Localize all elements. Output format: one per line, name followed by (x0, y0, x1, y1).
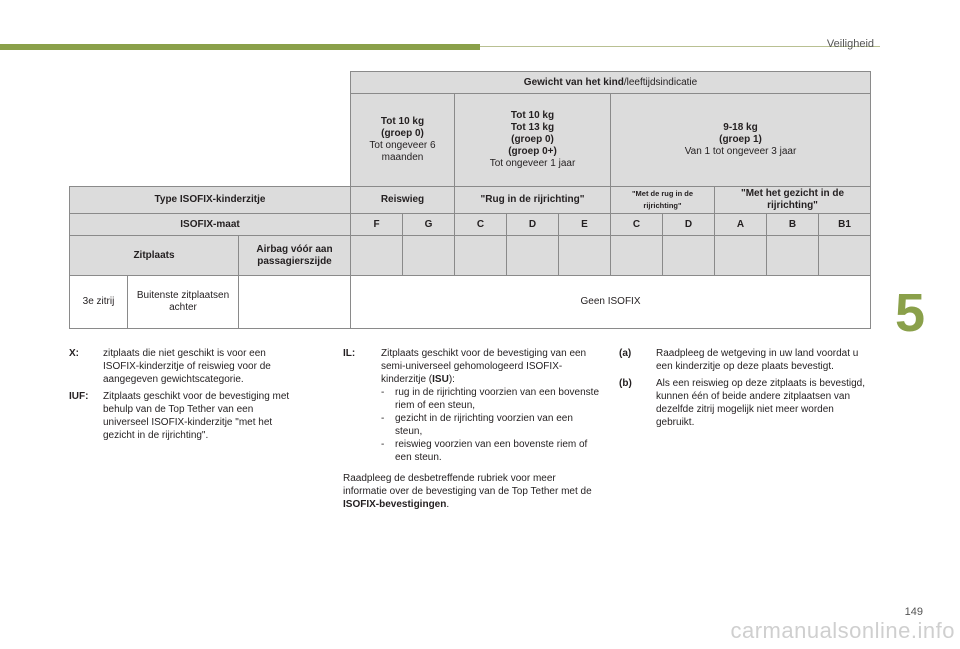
note-text: zitplaats die niet geschikt is voor een ISOFIX-kinderzitje of reiswieg voor de aangegeven gewichtscategorie. (103, 348, 271, 385)
size-cell: B (767, 214, 819, 236)
list-item: - rug in de rijrichting voorzien van een bovenste riem of een steun, (381, 387, 600, 411)
size-cell: C (611, 214, 663, 236)
group-1-header: 9-18 kg (groep 1) Van 1 tot ongeveer 3 jaar (611, 94, 871, 187)
size-cell: G (403, 214, 455, 236)
note-x (69, 347, 294, 386)
isofix-table (69, 71, 871, 329)
type-forward-facing: "Met het gezicht in de rijrichting" (715, 187, 871, 214)
notes-middle (343, 347, 600, 511)
weight-header: Gewicht van het kind/leeftijdsindicatie (351, 72, 871, 94)
watermark: carmanualsonline.info (730, 618, 955, 643)
size-label: ISOFIX-maat (70, 214, 351, 236)
header-green-rule (0, 44, 480, 50)
isofix-value: Geen ISOFIX (351, 276, 871, 329)
size-cell: D (663, 214, 715, 236)
note-key: IUF: (69, 391, 89, 402)
note-text: Als een reiswieg op deze zitplaats is bevestigd, kunnen één of beide andere zitplaatsen van dezelfde zitrij mogelijk niet meer worden gebruikt. (656, 378, 866, 428)
note-b (619, 377, 872, 429)
notes-right (619, 347, 872, 433)
section-title: Veiligheid (826, 38, 874, 50)
note-text: Zitplaats geschikt voor de bevestiging met behulp van de Top Tether van een universeel ISOFIX-kinderzitje "met het gezicht in de rijrichting". (103, 391, 290, 441)
airbag-value (239, 276, 351, 329)
type-label: Type ISOFIX-kinderzitje (70, 187, 351, 214)
note-il (343, 347, 600, 464)
seat-row-label: 3e zitrij (70, 276, 128, 329)
note-text: Raadpleeg de wetgeving in uw land voordat u een kinderzitje op deze plaats bevestigt. (656, 348, 859, 372)
airbag-label: Airbag vóór aan passagierszijde (239, 236, 351, 276)
page-number: 149 (904, 606, 923, 618)
list-item: - reiswieg voorzien van een bovenste riem of een steun. (381, 439, 588, 463)
size-cell: D (507, 214, 559, 236)
note-key: (a) (619, 348, 632, 359)
size-cell: C (455, 214, 507, 236)
chapter-number: 5 (894, 283, 926, 343)
size-cell: E (559, 214, 611, 236)
notes-left (69, 347, 294, 446)
list-item: - gezicht in de rijrichting voorzien van een steun, (381, 413, 573, 437)
group-0plus-header: Tot 10 kg Tot 13 kg (groep 0) (groep 0+) Tot ongeveer 1 jaar (455, 94, 611, 187)
size-cell: B1 (819, 214, 871, 236)
group-0-header: Tot 10 kg (groep 0) Tot ongeveer 6 maanden (351, 94, 455, 187)
seat-position-label: Buitenste zitplaatsen achter (128, 276, 239, 329)
note-il-footer: Raadpleeg de desbetreffende rubriek voor meer informatie over de bevestiging van de Top Tether met de ISOFIX-bevestigingen. (343, 473, 592, 510)
size-cell: A (715, 214, 767, 236)
note-a (619, 347, 872, 373)
note-key: (b) (619, 378, 632, 389)
type-rear-facing: "Rug in de rijrichting" (455, 187, 611, 214)
type-reiswieg: Reiswieg (351, 187, 455, 214)
note-iuf (69, 390, 294, 442)
size-cell: F (351, 214, 403, 236)
seat-label: Zitplaats (70, 236, 239, 276)
type-rear-facing-2: "Met de rug in de rijrichting" (611, 187, 715, 214)
note-il-intro: Zitplaats geschikt voor de bevestiging van een semi-universeel gehomologeerd ISOFIX-kinderzitje (ISU): (381, 348, 587, 385)
note-key: X: (69, 348, 79, 359)
note-key: IL: (343, 348, 356, 359)
